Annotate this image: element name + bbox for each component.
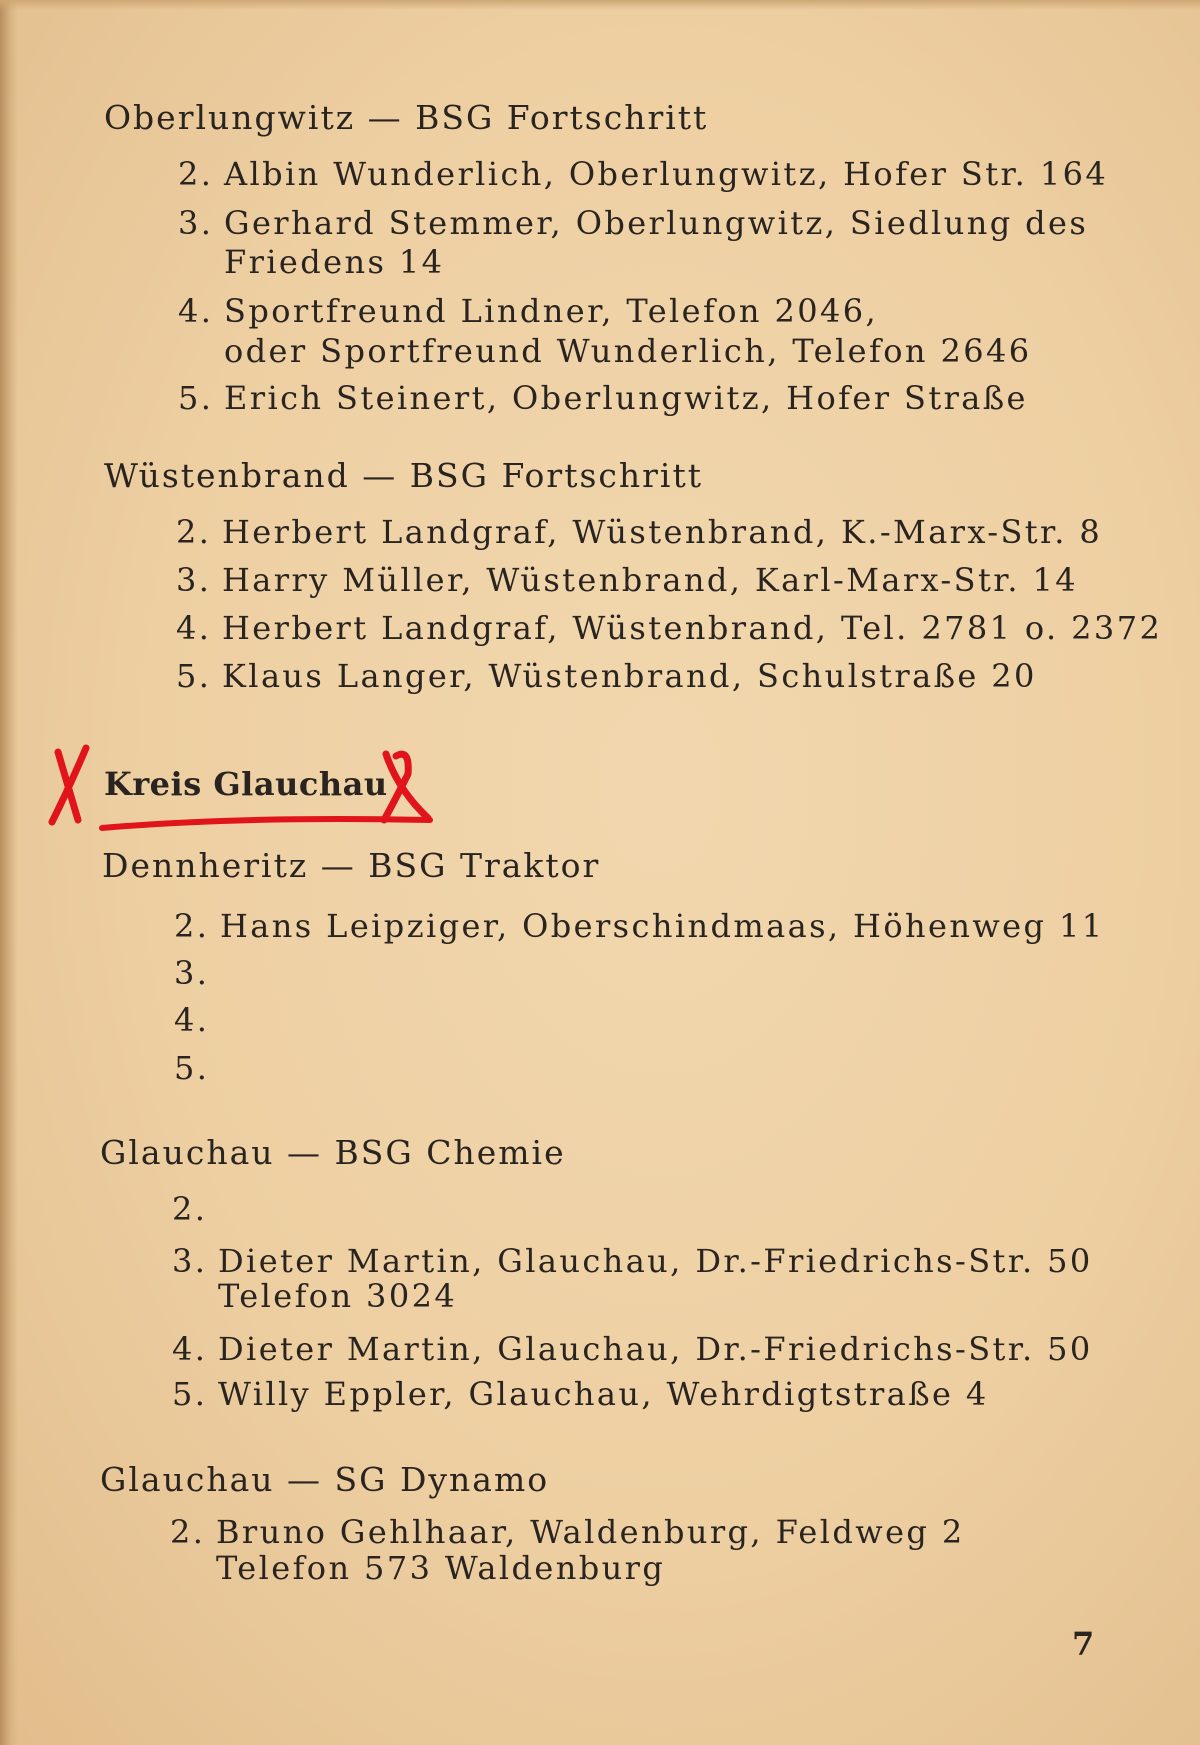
entry-text: Erich Steinert, Oberlungwitz, Hofer Straße [224,379,1028,417]
entry-number: 5. [176,657,212,695]
entry-number: 2. [178,155,214,193]
handwritten-x-left-icon [52,748,86,822]
entry-text: Gerhard Stemmer, Oberlungwitz, Siedlung des [224,204,1089,242]
entry-number: 3. [172,1242,208,1280]
page-number: 7 [1072,1625,1095,1663]
entry-number: 2. [176,513,212,551]
section-heading-dennheritz: Dennheritz — BSG Traktor [102,846,601,885]
handwritten-x-right-icon [384,754,428,820]
section-heading-wuestenbrand: Wüstenbrand — BSG Fortschritt [104,456,703,495]
entry-number: 5. [178,379,214,417]
entry-text: Albin Wunderlich, Oberlungwitz, Hofer Str. 164 [224,155,1109,193]
entry-number: 2. [172,1190,208,1228]
entry-text: Sportfreund Lindner, Telefon 2046, [224,292,879,330]
entry-number: 2. [170,1513,206,1551]
entry-text: Friedens 14 [224,243,445,281]
entry-text: Hans Leipziger, Oberschindmaas, Höhenweg 11 [220,907,1105,945]
district-heading: Kreis Glauchau [104,765,388,803]
entry-number: 5. [172,1375,208,1413]
underline-stroke [102,819,430,828]
entry-text: Willy Eppler, Glauchau, Wehrdigtstraße 4 [218,1375,989,1413]
section-heading-glauchau-dynamo: Glauchau — SG Dynamo [100,1460,550,1499]
entry-text: Herbert Landgraf, Wüstenbrand, Tel. 2781 o. 2372 [222,609,1163,647]
entry-number: 3. [178,204,214,242]
entry-number: 4. [178,292,214,330]
section-heading-oberlungwitz: Oberlungwitz — BSG Fortschritt [104,98,709,137]
entry-text: Dieter Martin, Glauchau, Dr.-Friedrichs-Str. 50 [218,1330,1093,1368]
entry-text: Dieter Martin, Glauchau, Dr.-Friedrichs-Str. 50 [218,1242,1093,1280]
entry-text: Klaus Langer, Wüstenbrand, Schulstraße 20 [222,657,1037,695]
entry-text: oder Sportfreund Wunderlich, Telefon 2646 [224,332,1032,370]
entry-text: Harry Müller, Wüstenbrand, Karl-Marx-Str. 14 [222,561,1079,599]
entry-number: 2. [174,907,210,945]
entry-text: Bruno Gehlhaar, Waldenburg, Feldweg 2 [216,1513,965,1551]
entry-number: 5. [174,1049,210,1087]
entry-number: 4. [176,609,212,647]
entry-text: Telefon 573 Waldenburg [216,1549,666,1587]
entry-number: 4. [174,1001,210,1039]
entry-number: 4. [172,1330,208,1368]
entry-text: Telefon 3024 [218,1277,458,1315]
entry-number: 3. [174,954,210,992]
entry-text: Herbert Landgraf, Wüstenbrand, K.-Marx-Str. 8 [222,513,1103,551]
section-heading-glauchau-chemie: Glauchau — BSG Chemie [100,1133,566,1172]
entry-number: 3. [176,561,212,599]
